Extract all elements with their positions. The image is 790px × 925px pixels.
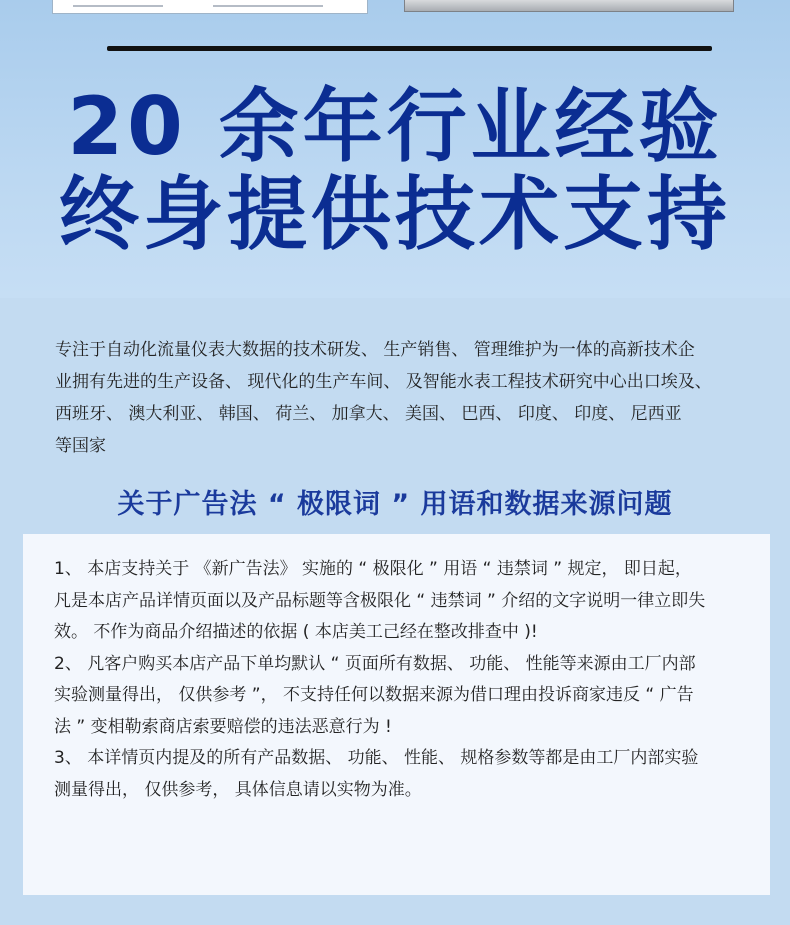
notice-line: 2、 凡客户购买本店产品下单均默认 “ 页面所有数据、 功能、 性能等来源由工厂内部 bbox=[54, 653, 696, 674]
notice-line: 测量得出， 仅供参考， 具体信息请以实物为准。 bbox=[54, 779, 422, 800]
notice-line: 凡是本店产品详情页面以及产品标题等含极限化 “ 违禁词 ” 介绍的文字说明一律立即失 bbox=[54, 590, 706, 611]
notice-line: 效。 不作为商品介绍描述的依据 ( 本店美工己经在整改排查中 )! bbox=[54, 622, 538, 642]
section-title: 关于广告法 “ 极限词 ” 用语和数据来源问题 bbox=[117, 489, 673, 520]
headline-line-2: 终身提供技术支持 bbox=[59, 168, 731, 261]
notice-line: 实验测量得出， 仅供参考 ”， 不支持任何以数据来源为借口理由投诉商家违反 “ 广告 bbox=[54, 685, 694, 705]
notice-line: 1、 本店支持关于 《新广告法》 实施的 “ 极限化 ” 用语 “ 违禁词 ” 规定， 即日起， bbox=[54, 559, 692, 579]
device-image-right bbox=[404, 0, 734, 12]
top-banner bbox=[0, 0, 790, 298]
intro-line: 业拥有先进的生产设备、 现代化的生产车间、 及智能水表工程技术研究中心出口埃及、 bbox=[55, 372, 712, 392]
company-intro bbox=[55, 334, 755, 462]
notice-text bbox=[54, 554, 754, 806]
headline-line-1: 20 余年行业经验 bbox=[67, 80, 723, 173]
divider-line bbox=[107, 46, 712, 51]
notice-line: 法 ” 变相勒索商店索要赔偿的违法恶意行为 ! bbox=[54, 716, 392, 737]
notice-line: 3、 本详情页内提及的所有产品数据、 功能、 性能、 规格参数等都是由工厂内部实验 bbox=[54, 748, 699, 768]
intro-line: 专注于自动化流量仪表大数据的技术研发、 生产销售、 管理维护为一体的高新技术企 bbox=[55, 340, 695, 360]
certificate-image-left bbox=[52, 0, 368, 14]
notice-panel bbox=[23, 534, 770, 895]
intro-line: 西班牙、 澳大利亚、 韩国、 荷兰、 加拿大、 美国、 巴西、 印度、 印度、 尼西亚 bbox=[55, 404, 682, 424]
intro-line: 等国家 bbox=[55, 436, 106, 456]
